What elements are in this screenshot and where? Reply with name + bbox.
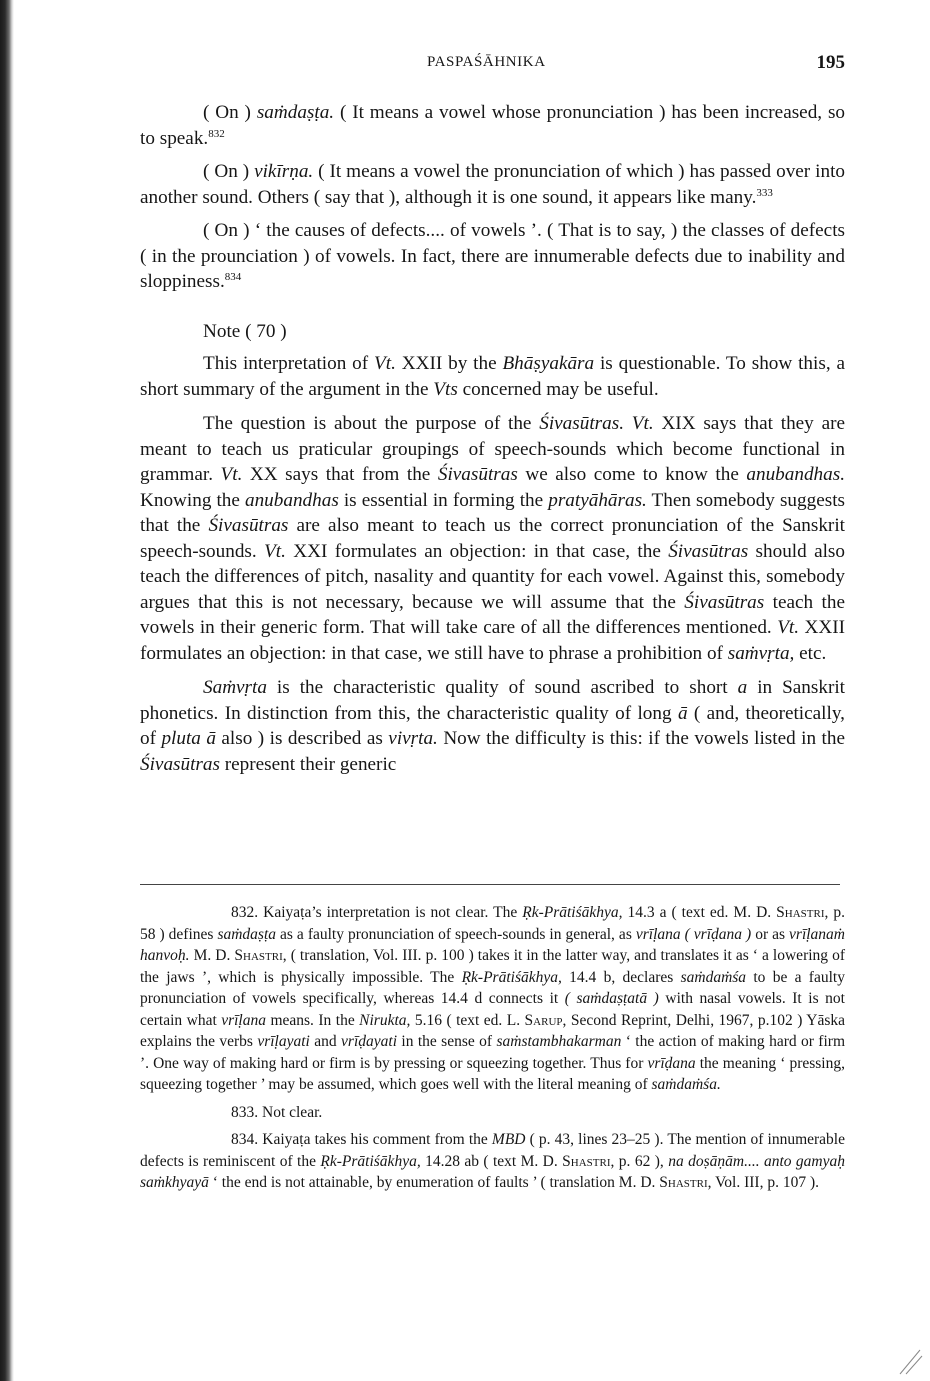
footnote-ref: 333: [756, 186, 773, 199]
paragraph-vikirna: ( On ) vikīrṇa. ( It means a vowel the pronunciation of which ) has passed over into another sound. Others ( say that ), although it is one sound, it appears like many.$^{333}$: [140, 161, 845, 208]
paragraph-interpretation: This interpretation of Vt. XXII by the Bhāṣyakāra is questionable. To show this, a short summary of the argument in the Vts concerned may be useful.: [140, 353, 845, 400]
footnote-ref: 834: [224, 271, 242, 283]
note-heading: Note ( 70 ): [203, 320, 287, 342]
book-binding-shadow: [0, 0, 14, 1381]
paragraph-samdasta: ( On ) saṁdaṣṭa. ( It means a vowel whose pronunciation ) has been increased, so to speak.$^{832}$: [140, 102, 846, 149]
footnote-separator: [140, 884, 840, 885]
paragraph-samvrta: Saṁvṛta is the characteristic quality of sound ascribed to short a in Sanskrit phonetics. In distinction from this, the characteristic quality of long ā ( and, theoretically, of pluta ā also ) is described as vivṛta. Now the difficulty is this: if the vowels listed in the Śivasūtras represent their generic: [140, 677, 846, 775]
footnotes: [140, 902, 845, 1200]
footnote-833: 833. Not clear.: [231, 1103, 323, 1121]
main-text: [140, 100, 845, 785]
running-title: PASPAŚĀHNIKA: [427, 54, 546, 70]
footnote-834: 834. Kaiyaṭa takes his comment from the MBD ( p. 43, lines 23–25 ). The mention of innumerable defects is reminiscent of the Ṛk-Prātiśākhya, 14.28 ab ( text M. D. Shastri, p. 62 ), na doṣāṇām.... anto gamyaḥ saṁkhyayā ‘ the end is not attainable, by enumeration of faults ’ ( translation M. D. Shastri, Vol. III, p. 107 ).: [140, 1131, 846, 1191]
page-header: [140, 54, 845, 78]
scan-corner-mark: [898, 1346, 924, 1376]
paragraph-defects: ( On ) ‘ the causes of defects.... of vowels ’. ( That is to say, ) the classes of defects ( in the prounciation ) of vowels. In fact, there are innumerable defects due to inability and sloppiness.$^{834}$: [140, 220, 845, 292]
paragraph-sivasutras: The question is about the purpose of the Śivasūtras. Vt. XIX says that they are meant to teach us praticular groupings of speech-sounds which become functional in grammar. Vt. XX says that from the Śivasūtras we also come to know the anubandhas. Knowing the anubandhas is essential in forming the pratyāhāras. Then somebody suggests that the Śivasūtras are also meant to teach us the correct pronunciation of the Sanskrit speech-sounds. Vt. XXI formulates an objection: in that case, the Śivasūtras should also teach the differences of pitch, nasality and quantity for each vowel. Against this, somebody argues that this is not necessary, because we will assume that the Śivasūtras teach the vowels in their generic form. That will take care of all the differences mentioned. Vt. XXII formulates an objection: in that case, we still have to phrase a prohibition of saṁvṛta, etc.: [140, 413, 845, 664]
page-number: 195: [816, 52, 845, 73]
footnote-832: 832. Kaiyaṭa’s interpretation is not clear. The Ṛk-Prātiśākhya, 14.3 a ( text ed. M. D. Shastri, p. 58 ) defines saṁdaṣṭa as a faulty pronunciation of speech-sounds in general, as vrīḷana ( vrīḍana ) or as vrīḷanaṁ hanvoḥ. M. D. Shastri, ( translation, Vol. III. p. 100 ) takes it in the latter way, and translates it as ‘ a lowering of the jaws ’, which is physically impossible. The Ṛk-Prātiśākhya, 14.4 b, declares saṁdaṁśa to be a faulty pronunciation of vowels specifically, whereas 14.4 d connects it ( saṁdaṣṭatā ) with nasal vowels. It is not certain what vrīḷana means. In the Nirukta, 5.16 ( text ed. L. Sarup, Second Reprint, Delhi, 1967, p.102 ) Yāska explains the verbs vrīḷayati and vrīḍayati in the sense of saṁstambhakarman ‘ the action of making hard or firm ’. One way of making hard or firm is by pressing or squeezing together. Thus for vrīḍana the meaning ‘ pressing, squeezing together ’ may be assumed, which goes well with the literal meaning of saṁdaṁśa.: [140, 904, 846, 1093]
footnote-ref: 832: [208, 127, 225, 140]
